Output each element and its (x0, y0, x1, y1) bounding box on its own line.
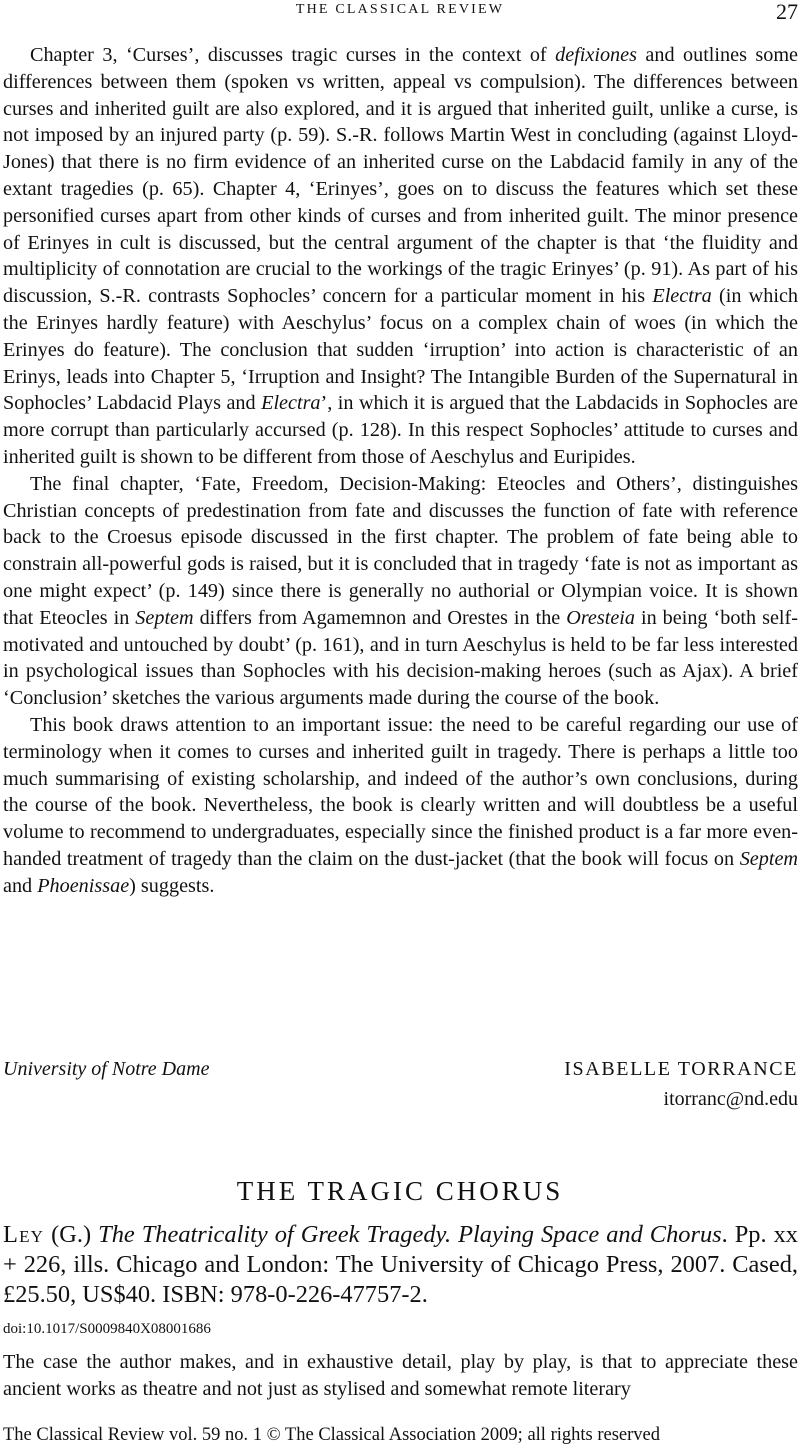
text-span: and outlines some differences between them (spoken vs written, appeal vs compulsion). The differences between curses and inherited guilt are also explored, and it is argued that inherited guilt, unlike a curse, is not imposed by an injured party (p. 59). S.-R. follows Martin West in concluding (against Lloyd-Jones) that there is no firm evidence of an inherited curse on the Labdacid family in any of the extant tragedies (p. 65). Chapter 4, ‘Erinyes’, goes on to discuss the features which set these personified curses apart from other kinds of curses and from inherited guilt. The minor presence of Erinyes in cult is discussed, but the central argument of the chapter is that ‘the fluidity and multiplicity of connotation are crucial to the workings of the tragic Erinyes’ (p. 91). As part of his discussion, S.-R. contrasts Sophocles’ concern for a particular moment in his (3, 44, 798, 308)
italic-title: Septem (739, 847, 798, 870)
reviewer-email: itorranc@nd.edu (663, 1088, 798, 1110)
review-opening (3, 1349, 798, 1403)
book-citation (3, 1220, 798, 1310)
doi: doi:10.1017/S0009840X08001686 (3, 1321, 211, 1337)
italic-title: Electra (652, 285, 712, 308)
page-number: 27 (776, 0, 798, 24)
reviewer-affiliation: University of Notre Dame (3, 1058, 210, 1080)
paragraph-opening: The case the author makes, and in exhaustive detail, play by play, is that to appreciate these ancient works as theatre and not just as stylised and somewhat remote literary (3, 1351, 798, 1400)
text-span: (in which the Erinyes hardly feature) with Aeschylus’ focus on a complex chain of woes (in which the Erinyes do feature). The conclusion that sudden ‘irruption’ into action is characteristic of an Erinys, leads into Chapter 5, ‘Irruption and Insight? The Intangible Burden of the Supernatural in Sophocles’ Labdacid Plays and (3, 285, 799, 415)
section-title: THE TRAGIC CHORUS (236, 1176, 564, 1206)
running-head (0, 0, 800, 26)
text-span: differs from Agamemnon and Orestes in the (193, 606, 567, 629)
page-footer: The Classical Review vol. 59 no. 1 © The Classical Association 2009; all rights reserved (3, 1425, 660, 1445)
citation-author: Ley (3, 1221, 45, 1248)
citation-details: . Pp. xx + 226, ills. Chicago and London: The University of Chicago Press, 2007. Cased, £25.50, US$40. ISBN: 978-0-226-47757-2. (3, 1221, 798, 1308)
text-span: The final chapter, ‘Fate, Freedom, Decision-Making: Eteocles and Others’, distinguishes Christian concepts of predestination from fate and discusses the function of fate with reference back to the Croesus episode discussed in the first chapter. The problem of fate being able to constrain all-powerful gods is raised, but it is concluded that in tragedy ‘fate is not as important as one might expect’ (p. 149) since there is generally no authorial or Olympian voice. It is shown that Eteocles in (3, 472, 798, 629)
review-body (3, 42, 798, 900)
italic-title: Septem (135, 606, 194, 629)
italic-title: Oresteia (566, 606, 636, 629)
paragraph-final-chapter (3, 471, 798, 712)
text-span: Chapter 3, ‘Curses’, discusses tragic curses in the context of (30, 44, 556, 66)
text-span: and (3, 874, 38, 897)
text-span: ) suggests. (129, 874, 215, 897)
text-span: in being ‘both self-motivated and untouched by doubt’ (p. 161), and in turn Aeschylus is held to be far less interested in psychological issues than Sophocles with his decision-making heroes (such as Ajax). A brief ‘Conclusion’ sketches the various arguments made during the course of the book. (3, 606, 798, 710)
italic-title: Phoenissae (37, 874, 130, 897)
paragraph-chapters-3-5 (3, 42, 798, 471)
reviewer-name: ISABELLE TORRANCE (564, 1058, 798, 1080)
paragraph-evaluation (3, 712, 798, 900)
italic-term: defixiones (555, 44, 637, 66)
text-span: This book draws attention to an important issue: the need to be careful regarding our use of terminology when it comes to curses and inherited guilt in tragedy. There is perhaps a little too much summarising of existing scholarship, and indeed of the author’s own conclusions, during the course of the book. Nevertheless, the book is clearly written and will doubtless be a useful volume to recommend to undergraduates, especially since the finished product is a far more even-handed treatment of tragedy than the claim on the dust-jacket (that the book will focus on (3, 713, 798, 870)
text-span: ’, in which it is argued that the Labdacids in Sophocles are more corrupt than particularly accursed (p. 128). In this respect Sophocles’ attitude to curses and inherited guilt is shown to be different from those of Aeschylus and Euripides. (3, 392, 798, 468)
running-title: THE CLASSICAL REVIEW (295, 2, 505, 17)
citation-title: The Theatricality of Greek Tragedy. Playing Space and Chorus (98, 1221, 722, 1248)
citation-initials: (G.) (44, 1221, 99, 1248)
italic-title: Electra (261, 392, 321, 415)
